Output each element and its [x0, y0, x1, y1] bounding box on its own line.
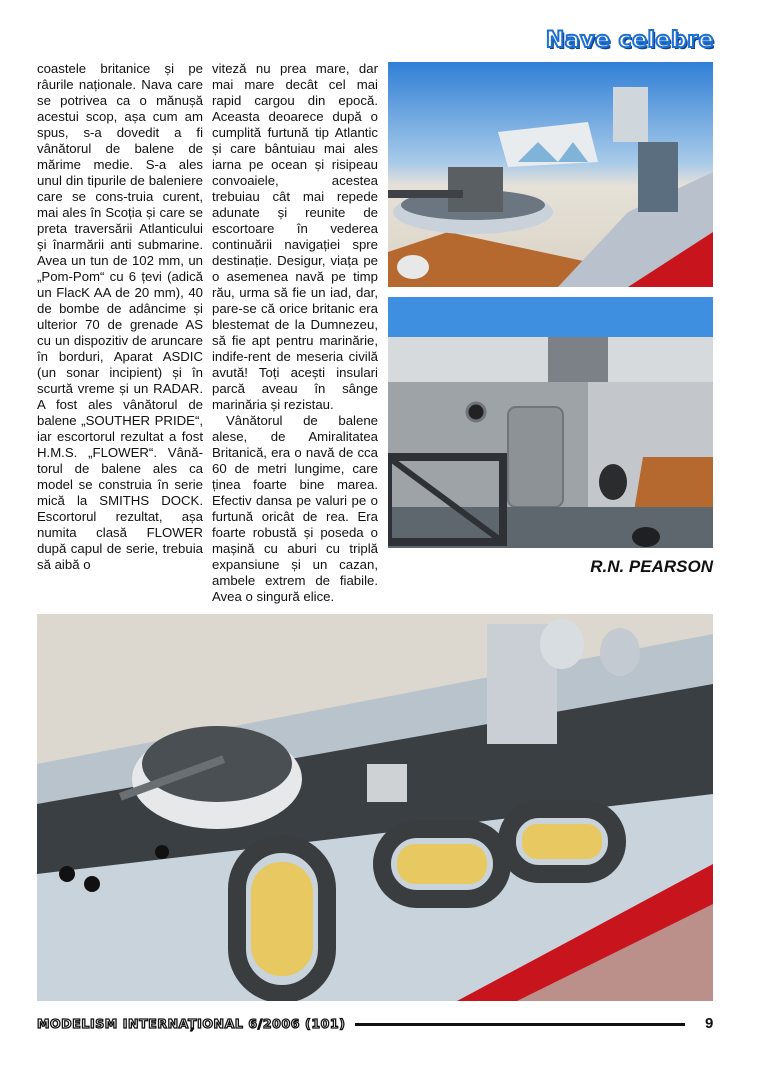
ship-photo-deck-door	[388, 297, 713, 548]
footer-divider	[355, 1023, 685, 1026]
section-title: Nave celebre	[545, 28, 714, 53]
ship-render-image	[388, 62, 713, 287]
article-column-1	[37, 61, 203, 573]
article-column-2	[212, 61, 378, 605]
article-paragraph: Vânătorul de balene alese, de Amiralitatea Britanică, era o navă de cca 60 de metri lungime, care ținea foarte bine marea. Efectiv dansa pe valuri pe o furtună oricât de rea. Era foarte robustă și poseda o mașină cu aburi cu triplă expansiune și un cazan, ambele extrem de fiabile. Avea o singură elice.	[212, 413, 378, 604]
magazine-footer-title: MODELISM INTERNAȚIONAL 6/2006 (101)	[37, 1016, 346, 1031]
article-paragraph: coastele britanice și pe râurile naționale. Nava care se potrivea ca o mănușă acestui scop, așa cum am spus, s-a dovedit a fi vânătorul de balene de mărime medie. S-a ales unul din tipurile de baleniere care se cons-truia curent, mai ales în Scoția și care se preta traversării Atlanticului și înarmării anti submarine. Avea un tun de 102 mm, un „Pom-Pom“ cu 6 țevi (adică un FlacK AA de 20 mm), 40 de bombe de adâncime și ulterior 70 de grenade AS cu un dispozitiv de aruncare în borduri, Aparat ASDIC (un sonar incipient) și în scurtă vreme și un RADAR. A fost ales vânătorul de balene „SOUTHER PRIDE“, iar escortorul rezultat a fost H.M.S. „FLOWER“. Vână-torul de balene ales ca model se construia în serie mică la SMITHS DOCK. Escortorul rezultat, așa numita clasă FLOWER după capul de serie, trebuia să aibă o	[37, 61, 203, 572]
ship-render-image	[388, 297, 713, 548]
page-number: 9	[705, 1015, 714, 1032]
photo-credit: R.N. PEARSON	[590, 557, 713, 576]
ship-render-image	[37, 614, 713, 1001]
article-paragraph: viteză nu prea mare, dar mai mare decât cel mai rapid cargou din epocă. Aceasta deoarece după o cumplită furtună tip Atlantic și care bântuiau mai ales iarna pe ocean și risipeau convoaiele, acestea trebuiau cât mai repede adunate și reunite de escortoare în vederea continuării navigației spre destinație. Desigur, viața pe o asemenea navă pe timp rău, urma să fie un iad, dar, pare-se că orice britanic era blestemat de la Dumnezeu, să fie apt pentru marinărie, indife-rent de meseria civilă avută! Toți acești insulari parcă aveau în sânge marinăria și rezistau.	[212, 61, 378, 412]
ship-photo-bow-gun	[388, 62, 713, 287]
ship-photo-liferafts	[37, 614, 713, 1001]
